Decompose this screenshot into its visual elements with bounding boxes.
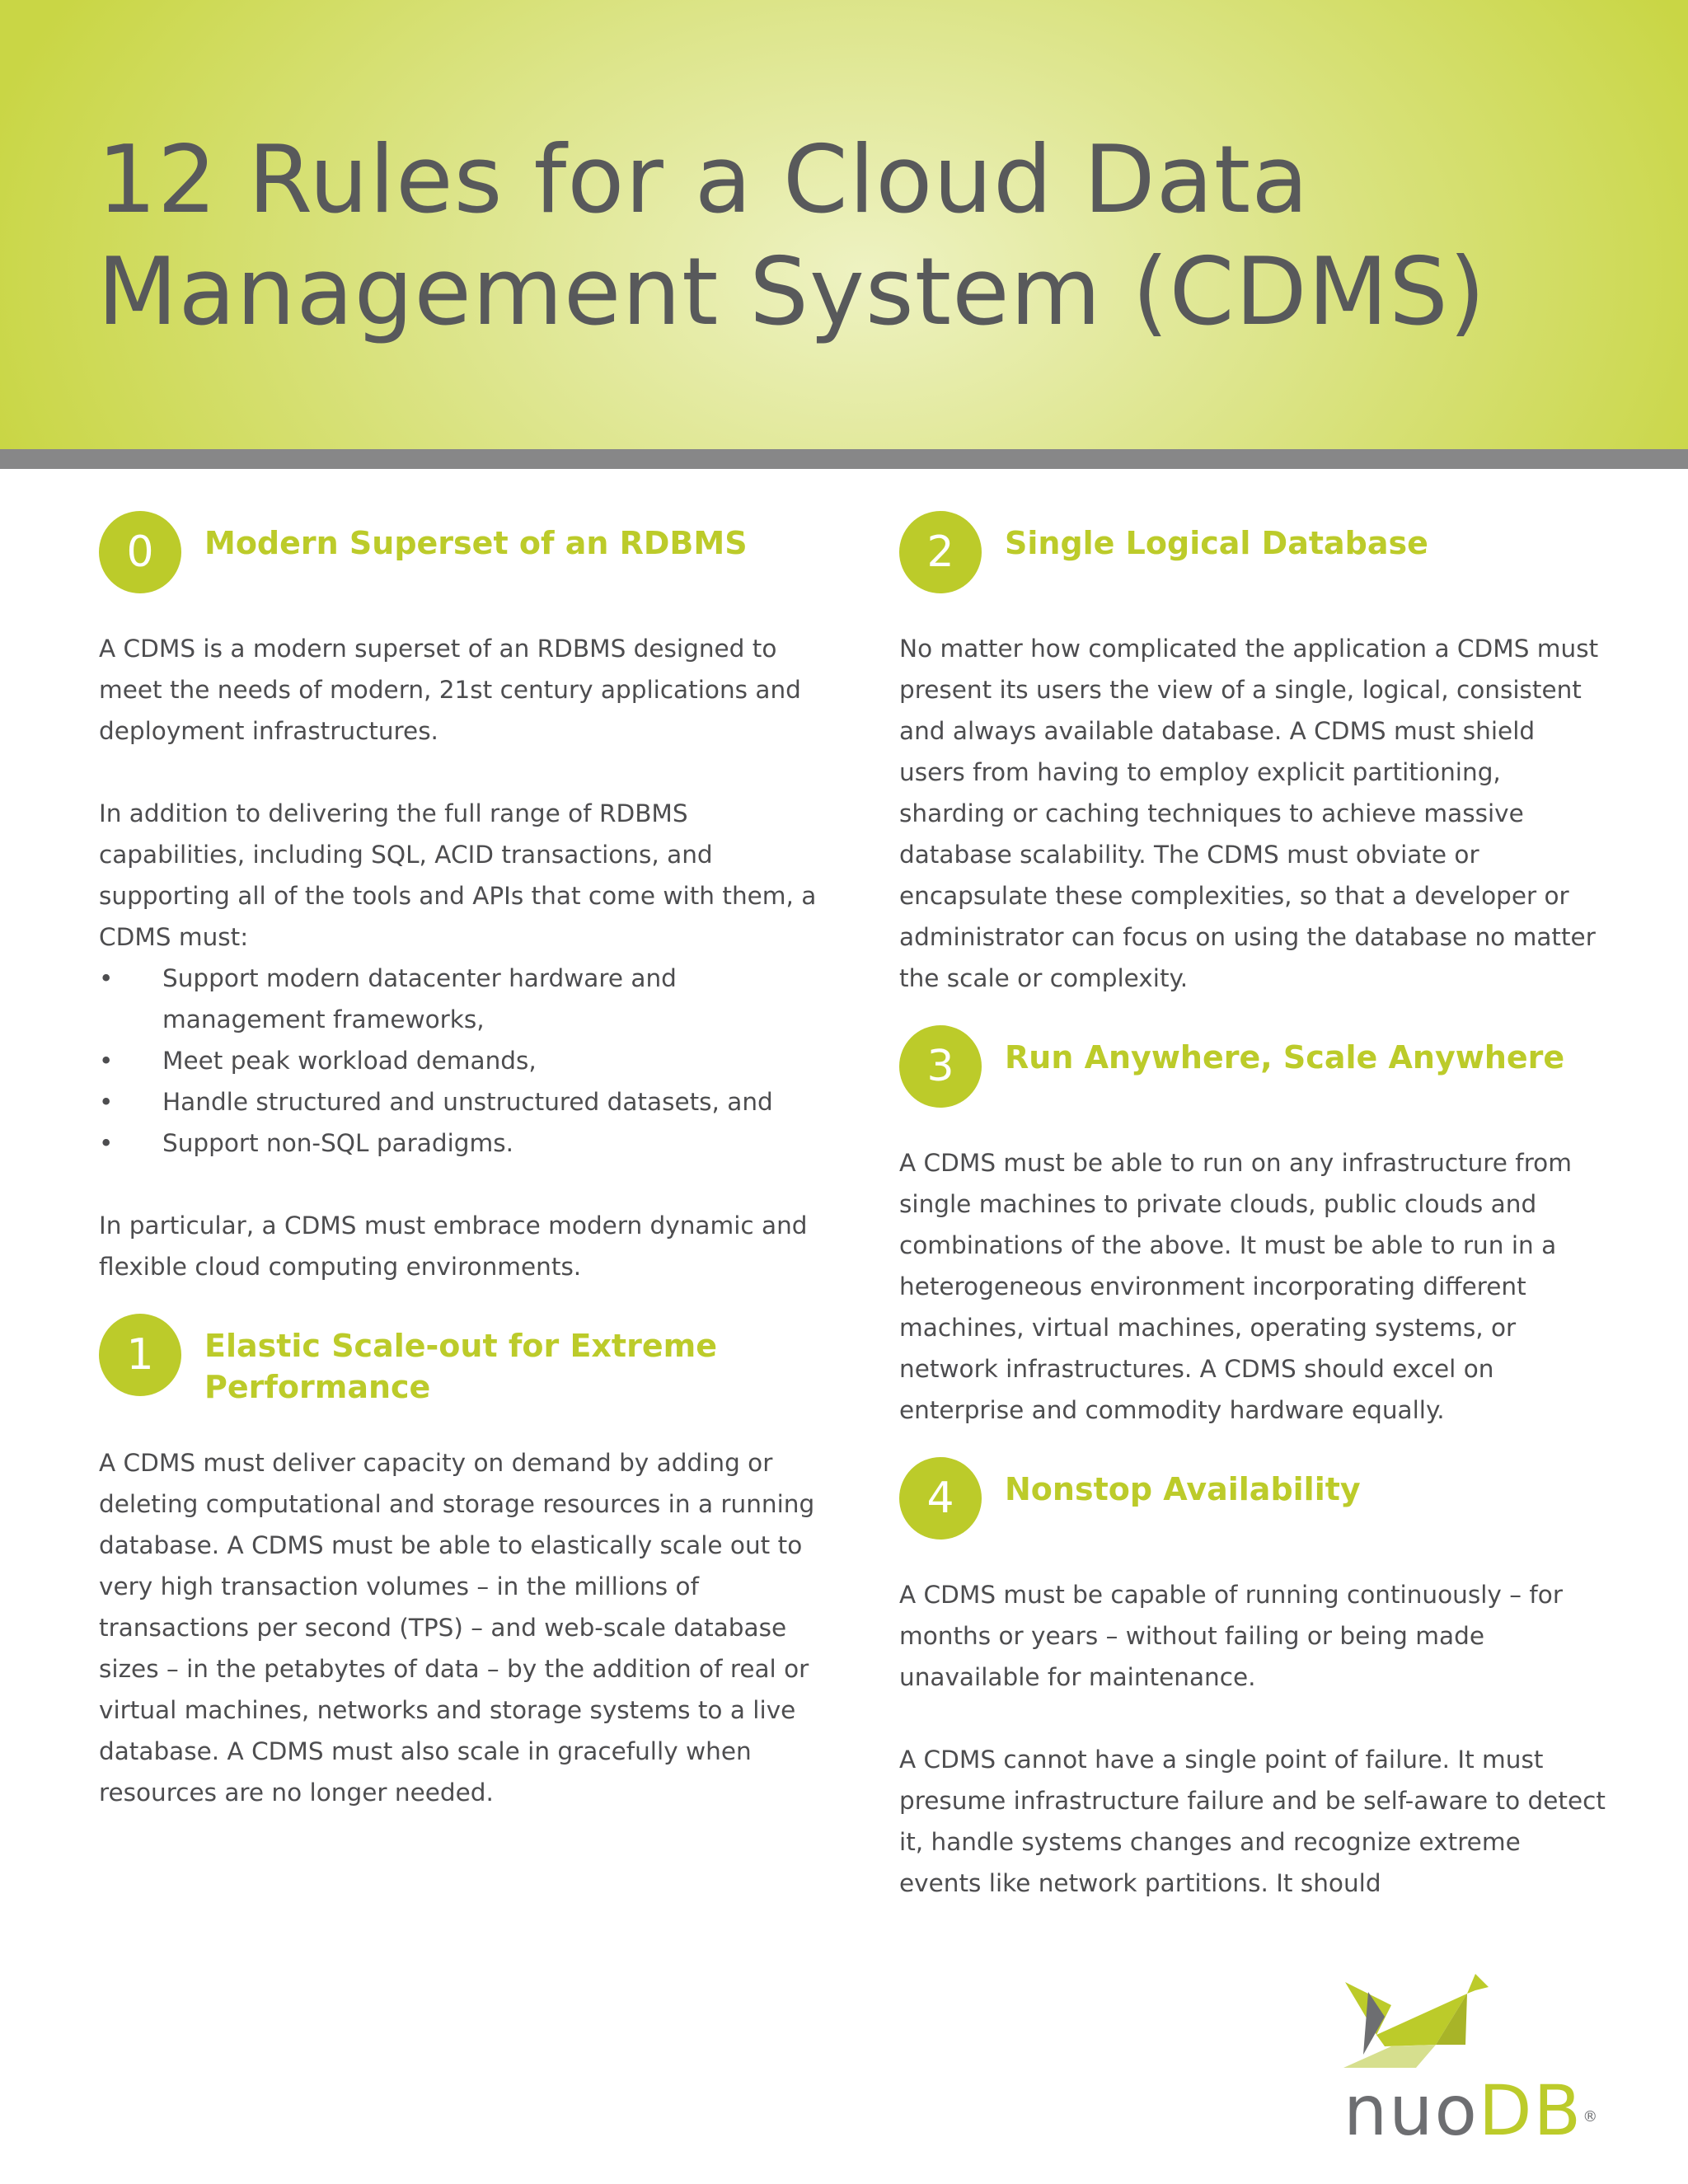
rule-heading-1	[99, 1314, 824, 1408]
rule-number-badge: 3	[899, 1025, 982, 1108]
bullet-text: Support modern datacenter hardware and management frameworks,	[162, 964, 677, 1033]
rule-title: Elastic Scale-out for Extreme Performance	[204, 1328, 717, 1405]
rule-heading-0	[99, 511, 824, 593]
nuodb-logo	[1343, 1966, 1600, 2155]
rule-heading-2	[899, 511, 1608, 593]
right-column	[899, 511, 1608, 1904]
rule-number-badge: 1	[99, 1314, 181, 1396]
rule-section-1	[99, 1314, 824, 1813]
bullet-glyph: •	[99, 1047, 114, 1075]
bullet-item	[99, 958, 824, 1040]
rule-number-badge: 4	[899, 1457, 982, 1540]
rule-section-4	[899, 1457, 1608, 1904]
page-title	[97, 124, 1647, 348]
page-title-line-1: 12 Rules for a Cloud Data	[97, 125, 1310, 234]
rule-heading-3	[899, 1025, 1608, 1108]
bullet-text: Meet peak workload demands,	[162, 1047, 537, 1075]
bullet-glyph: •	[99, 964, 114, 992]
logo-text-nuo: nuo	[1343, 2070, 1479, 2151]
left-column	[99, 511, 824, 1813]
bullet-list	[99, 958, 824, 1164]
rule-section-3	[899, 1025, 1608, 1431]
logo-wordmark	[1343, 2069, 1599, 2152]
bullet-item	[99, 1122, 824, 1164]
bullet-text: Handle structured and unstructured datasets, and	[162, 1088, 773, 1116]
rule-paragraph: A CDMS is a modern superset of an RDBMS designed to meet the needs of modern, 21st century applications and deployment infrastructures.	[99, 635, 801, 745]
bullet-item	[99, 1040, 824, 1081]
rule-paragraph: In particular, a CDMS must embrace modern dynamic and flexible cloud computing environments.	[99, 1212, 808, 1281]
rule-paragraph: A CDMS must be capable of running continuously – for months or years – without failing or being made unavailable for maintenance.	[899, 1581, 1563, 1691]
rule-heading-4	[899, 1457, 1608, 1540]
rule-title: Modern Superset of an RDBMS	[204, 525, 748, 561]
header-divider-bar	[0, 449, 1688, 469]
bullet-text: Support non-SQL paradigms.	[162, 1129, 513, 1157]
origami-crane-icon	[1343, 1966, 1492, 2073]
rule-paragraph: No matter how complicated the application a CDMS must present its users the view of a single, logical, consistent and always available database. A CDMS must shield users from having to employ explicit partitioning, sharding or caching techniques to achieve massive database scalability. The CDMS must obviate or encapsulate these complexities, so that a developer or administrator can focus on using the database no matter the scale or complexity.	[899, 635, 1599, 992]
logo-text-db: DB	[1478, 2070, 1583, 2151]
bullet-glyph: •	[99, 1088, 114, 1116]
rule-number-badge: 0	[99, 511, 181, 593]
rule-paragraph: A CDMS must deliver capacity on demand by adding or deleting computational and storage resources in a running database. A CDMS must be able to elastically scale out to very high transaction volumes – in the millions of transactions per second (TPS) – and web-scale database sizes – in the petabytes of data – by the addition of real or virtual machines, networks and storage systems to a live database. A CDMS must also scale in gracefully when resources are no longer needed.	[99, 1449, 815, 1807]
bullet-item	[99, 1081, 824, 1122]
rule-title: Nonstop Availability	[1005, 1471, 1361, 1507]
rule-title: Single Logical Database	[1005, 525, 1428, 561]
rule-paragraph: In addition to delivering the full range of RDBMS capabilities, including SQL, ACID transactions, and supporting all of the tools and APIs that come with them, a CDMS must:	[99, 799, 817, 951]
rule-section-0	[99, 511, 824, 1287]
page-title-line-2: Management System (CDMS)	[97, 237, 1486, 346]
rule-title: Run Anywhere, Scale Anywhere	[1005, 1039, 1565, 1076]
rule-paragraph: A CDMS cannot have a single point of failure. It must presume infrastructure failure and be self-aware to detect it, handle systems changes and recognize extreme events like network partitions. It should	[899, 1746, 1606, 1897]
bullet-glyph: •	[99, 1129, 114, 1157]
rule-number-badge: 2	[899, 511, 982, 593]
rule-paragraph: A CDMS must be able to run on any infrastructure from single machines to private clouds, public clouds and combinations of the above. It must be able to run in a heterogeneous environment incorporating different machines, virtual machines, operating systems, or network infrastructures. A CDMS should excel on enterprise and commodity hardware equally.	[899, 1149, 1572, 1424]
rule-section-2	[899, 511, 1608, 999]
registered-mark: ®	[1582, 2108, 1600, 2125]
